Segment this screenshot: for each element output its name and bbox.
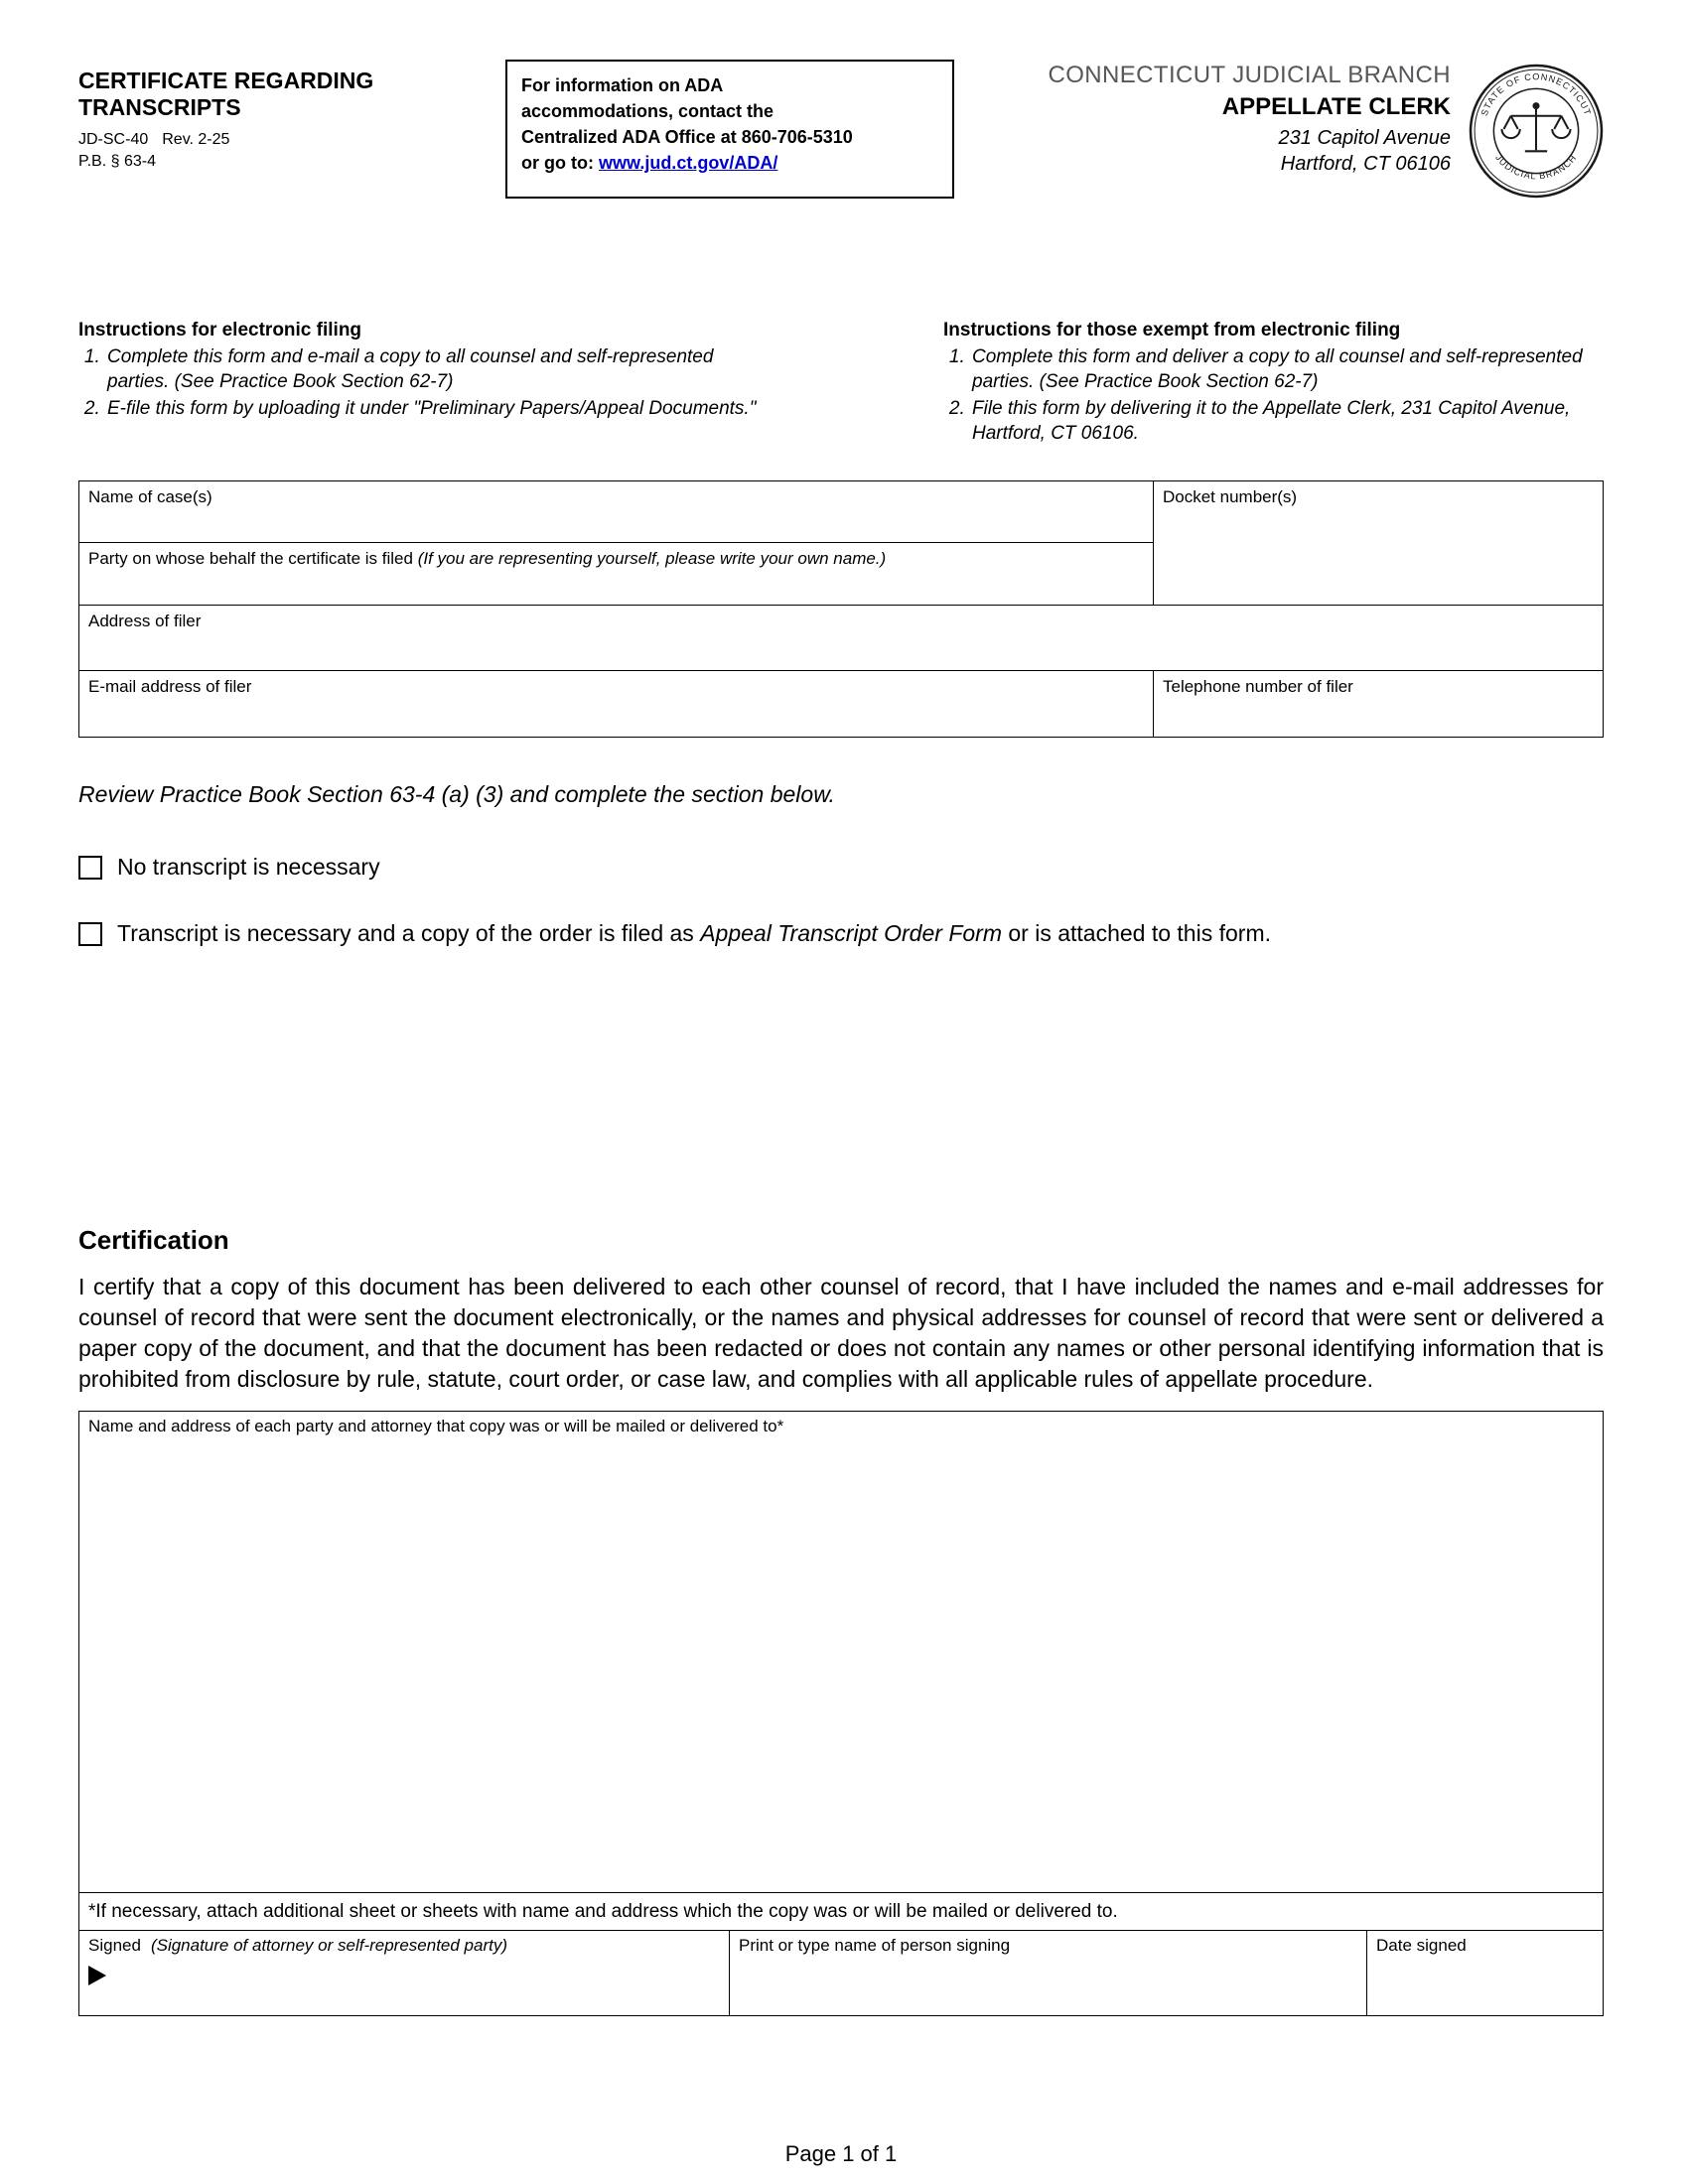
instructions-electronic-heading: Instructions for electronic filing: [78, 320, 362, 341]
form-number-line: [78, 131, 466, 149]
transcript-necessary-label: Transcript is necessary and a copy of the order is filed as Appeal Transcript Order Form or is attached to this form.: [117, 920, 1271, 946]
instruction-item: 1. Complete this form and e-mail a copy to all counsel and self-represented parties. (See Practice Book Section 62-7): [105, 344, 774, 394]
scales-of-justice-icon: [1501, 103, 1570, 151]
ada-link[interactable]: www.jud.ct.gov/ADA/: [598, 153, 778, 173]
option-transcript-necessary: [78, 920, 1604, 947]
transcript-necessary-checkbox[interactable]: [78, 922, 102, 946]
instructions-section: [78, 320, 1604, 446]
email-of-filer-label: E-mail address of filer: [88, 677, 252, 696]
option-no-transcript: [78, 854, 1604, 881]
telephone-of-filer-label: Telephone number of filer: [1163, 677, 1353, 696]
no-transcript-checkbox[interactable]: [78, 856, 102, 880]
filer-info-table: [78, 480, 1604, 738]
signed-field[interactable]: [79, 1931, 729, 2015]
certification-body: I certify that a copy of this document has been delivered to each other counsel of record, that I have included the names and e-mail addresses for counsel of record that were sent the document electronically, or the names and physical addresses for counsel of record that were sent or delivered a paper copy of the document, and that the document has been redacted or does not contain any names or other personal identifying information that is prohibited from disclosure by rule, statute, court order, or case law, and complies with all applicable rules of appellate procedure.: [78, 1274, 1604, 1392]
branch-name: CONNECTICUT JUDICIAL BRANCH: [1048, 62, 1451, 88]
appeal-transcript-order-form-name: Appeal Transcript Order Form: [700, 920, 1002, 946]
practice-book-reference: P.B. § 63-4: [78, 153, 156, 171]
office-address: 231 Capitol Avenue Hartford, CT 06106: [1278, 127, 1451, 175]
date-signed-label: Date signed: [1376, 1936, 1467, 1955]
page-indicator: Page 1 of 1: [784, 2141, 898, 2166]
instruction-item: 2. File this form by delivering it to the Appellate Clerk, 231 Capitol Avenue, Hartford, CT 06106.: [970, 396, 1604, 446]
address-of-filer-label: Address of filer: [88, 612, 202, 630]
instruction-item: 2. E-file this form by uploading it under "Preliminary Papers/Appeal Documents.": [105, 396, 774, 421]
telephone-of-filer-field[interactable]: [1154, 671, 1603, 737]
agency-block: [954, 60, 1469, 260]
additional-sheet-footnote: *If necessary, attach additional sheet or sheets with name and address which the copy was or will be mailed or delivered to.: [78, 1893, 1604, 1931]
recipients-label: Name and address of each party and attorney that copy was or will be mailed or delivered to*: [88, 1417, 784, 1435]
signed-label-note: (Signature of attorney or self-represented party): [150, 1936, 508, 1955]
docket-number-label: Docket number(s): [1163, 487, 1298, 506]
form-title: CERTIFICATE REGARDING TRANSCRIPTS: [78, 68, 374, 121]
no-transcript-label: No transcript is necessary: [117, 854, 380, 880]
party-field[interactable]: [79, 543, 1154, 606]
email-of-filer-field[interactable]: [79, 671, 1154, 737]
party-label: Party on whose behalf the certificate is filed: [88, 549, 418, 568]
form-header: [78, 60, 1604, 260]
docket-number-field[interactable]: [1154, 481, 1603, 606]
ada-notice-box: [505, 60, 954, 199]
form-revision: Rev. 2-25: [162, 131, 230, 149]
instruction-item: 1. Complete this form and deliver a copy to all counsel and self-represented parties. (See Practice Book Section 62-7): [970, 344, 1604, 394]
seal-bottom-text: JUDICIAL BRANCH: [1493, 152, 1579, 182]
signature-table: [78, 1931, 1604, 2016]
certification-heading: Certification: [78, 1225, 229, 1255]
name-of-case-field[interactable]: [79, 481, 1154, 543]
party-label-note: (If you are representing yourself, please write your own name.): [417, 549, 887, 568]
print-name-field[interactable]: [729, 1931, 1366, 2015]
svg-text:JUDICIAL BRANCH: [1493, 153, 1579, 182]
recipients-field[interactable]: [78, 1411, 1604, 1893]
seal-top-text: STATE OF CONNECTICUT: [1478, 71, 1594, 118]
ada-notice-line: For information on ADA: [521, 75, 724, 95]
form-number: JD-SC-40: [78, 131, 149, 149]
ada-notice-line: accommodations, contact the: [521, 101, 774, 121]
form-title-block: [78, 60, 466, 260]
office-name: APPELLATE CLERK: [1221, 93, 1451, 120]
ada-notice-line: or go to: www.jud.ct.gov/ADA/: [521, 153, 778, 173]
instructions-exempt: [943, 320, 1604, 446]
review-note: Review Practice Book Section 63-4 (a) (3) and complete the section below.: [78, 781, 835, 807]
instructions-electronic: [78, 320, 774, 446]
name-of-case-label: Name of case(s): [88, 487, 212, 506]
judicial-branch-seal-icon: [1469, 64, 1604, 199]
instructions-exempt-list: [943, 344, 1604, 446]
instructions-electronic-list: [78, 344, 774, 421]
date-signed-field[interactable]: [1366, 1931, 1603, 2015]
signed-label: Signed: [88, 1936, 141, 1955]
address-of-filer-field[interactable]: [79, 606, 1603, 671]
ada-notice-line: Centralized ADA Office at 860-706-5310: [521, 127, 853, 147]
signature-arrow-icon: [88, 1966, 106, 1985]
instructions-exempt-heading: Instructions for those exempt from electronic filing: [943, 320, 1401, 341]
print-name-label: Print or type name of person signing: [739, 1936, 1011, 1955]
